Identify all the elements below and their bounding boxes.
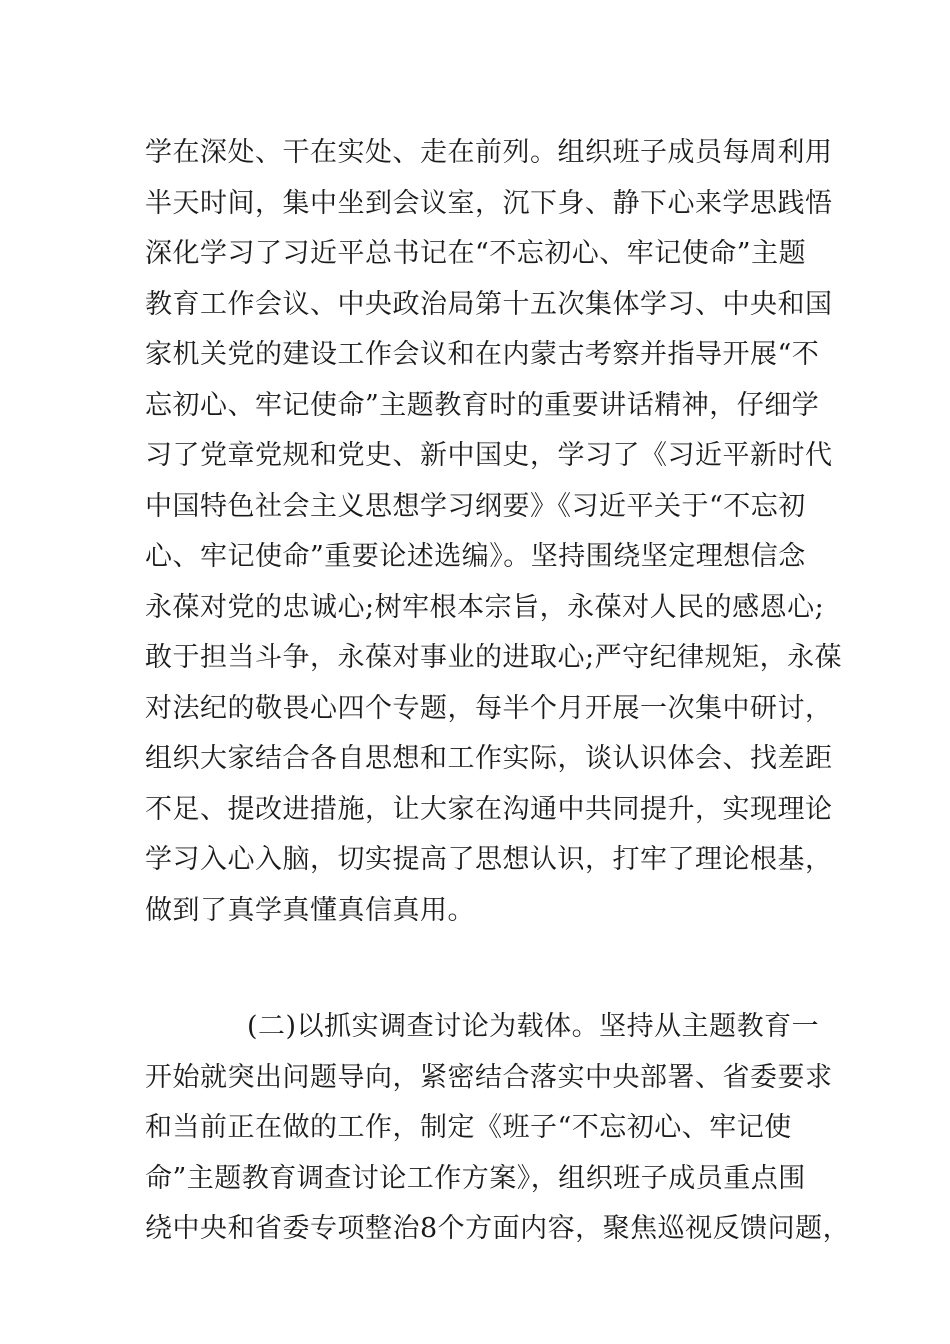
paragraph-line: 学在深处、干在实处、走在前列。组织班子成员每周利用 [145, 137, 833, 168]
paragraph-line: 习了党章党规和党史、新中国史，学习了《习近平新时代 [145, 440, 833, 471]
paragraph-line: 深化学习了习近平总书记在“不忘初心、牢记使命”主题 [145, 238, 807, 269]
paragraph-line: 学习入心入脑，切实提高了思想认识，打牢了理论根基， [145, 844, 833, 875]
paragraph-line: 半天时间，集中坐到会议室，沉下身、静下心来学思践悟 [145, 187, 833, 219]
paragraph-line: 心、牢记使命”重要论述选编》。坚持围绕坚定理想信念 [145, 541, 806, 572]
paragraph-line: 做到了真学真懂真信真用。 [145, 894, 475, 926]
paragraph-1 [145, 128, 843, 936]
paragraph-line: 对法纪的敬畏心四个专题，每半个月开展一次集中研讨， [145, 692, 833, 724]
paragraph-2 [145, 1002, 851, 1255]
paragraph-line: 命”主题教育调查讨论工作方案》，组织班子成员重点围 [145, 1162, 806, 1194]
paragraph-line: 不足、提改进措施，让大家在沟通中共同提升，实现理论 [145, 793, 833, 825]
paragraph-line: 和当前正在做的工作，制定《班子“不忘初心、牢记使 [145, 1112, 792, 1143]
paragraph-line: 中国特色社会主义思想学习纲要》《习近平关于“不忘初 [145, 490, 806, 522]
paragraph-line: 组织大家结合各自思想和工作实际，谈认识体会、找差距 [145, 743, 833, 774]
paragraph-line: 教育工作会议、中央政治局第十五次集体学习、中央和国 [145, 288, 833, 320]
paragraph-line: 家机关党的建设工作会议和在内蒙古考察并指导开展“不 [145, 339, 820, 370]
paragraph-line: 敢于担当斗争，永葆对事业的进取心;严守纪律规矩，永葆 [145, 642, 843, 673]
paragraph-line: 忘初心、牢记使命”主题教育时的重要讲话精神，仔细学 [145, 389, 820, 421]
paragraph-line: 绕中央和省委专项整治8个方面内容，聚焦巡视反馈问题， [145, 1213, 851, 1244]
paragraph-line: 永葆对党的忠诚心;树牢根本宗旨，永葆对人民的感恩心; [145, 591, 825, 623]
paragraph-line-indented: (二)以抓实调查讨论为载体。坚持从主题教育一 [247, 1011, 820, 1042]
paragraph-line: 开始就突出问题导向，紧密结合落实中央部署、省委要求 [145, 1061, 833, 1093]
